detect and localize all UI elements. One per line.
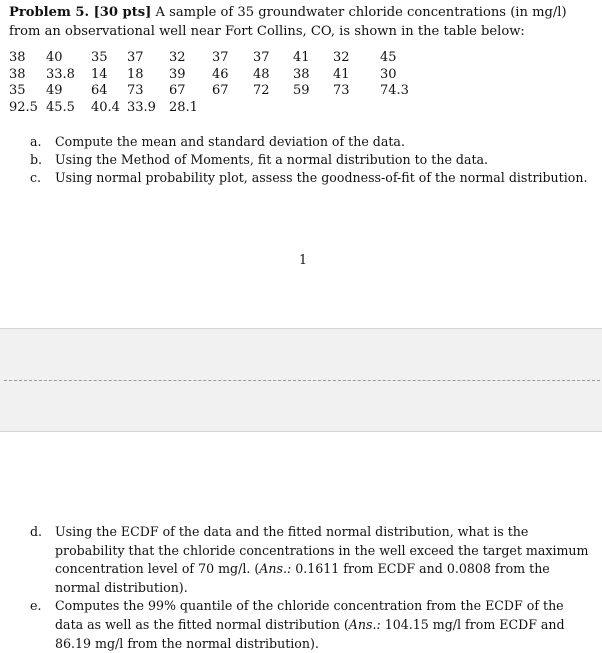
question-marker: d. — [30, 524, 43, 539]
table-cell: 48 — [253, 66, 270, 82]
table-cell: 39 — [169, 66, 186, 82]
table-cell: 32 — [169, 50, 186, 65]
answer-text: 0.1611 from ECDF and 0.0808 from the normal distribution). — [55, 561, 550, 595]
table-cell — [333, 100, 380, 117]
table-cell: 67 — [169, 83, 186, 99]
table-cell: 35 — [9, 83, 26, 99]
problem-heading: Problem 5. [30 pts] — [9, 5, 152, 20]
question-list-top — [30, 133, 595, 187]
table-cell: 45.5 — [46, 100, 75, 116]
table-cell: 38 — [9, 50, 26, 65]
question-marker: a. — [30, 134, 42, 149]
question-text: Using the Method of Moments, fit a normal distribution to the data. — [55, 152, 489, 167]
page-break-divider — [4, 380, 600, 381]
question-marker: b. — [30, 152, 43, 167]
table-row — [9, 67, 420, 84]
table-cell: 45 — [380, 50, 397, 65]
question-text: Using the ECDF of the data and the fitted normal distribution, what is the probability that the chloride concentrations in the well exceed the target maximum concentration level of 70 mg/l. ( — [55, 524, 589, 577]
table-cell: 33.8 — [46, 66, 75, 82]
question-text: Using normal probability plot, assess the goodness-of-fit of the normal distribution. — [55, 170, 588, 185]
question-text: Computes the 99% quantile of the chloride concentration from the ECDF of the data as well as the fitted normal distribution ( — [55, 598, 564, 632]
table-cell: 64 — [91, 83, 108, 99]
page-number: 1 — [299, 252, 308, 267]
table-row — [9, 83, 420, 100]
table-cell: 35 — [91, 50, 108, 65]
table-cell: 49 — [46, 83, 63, 99]
question-item — [30, 597, 595, 653]
table-cell: 37 — [212, 50, 229, 65]
table-cell: 67 — [212, 83, 229, 99]
table-cell: 37 — [253, 50, 270, 65]
table-cell: 37 — [127, 50, 144, 65]
table-cell: 73 — [127, 83, 144, 99]
question-list-bottom — [30, 523, 595, 653]
table-cell: 28.1 — [169, 100, 198, 116]
problem-intro — [9, 3, 594, 41]
table-cell: 72 — [253, 83, 270, 99]
page-edge-top — [0, 328, 602, 329]
table-row — [9, 50, 420, 67]
answer-label: Ans.: — [259, 561, 292, 577]
table-cell: 18 — [127, 66, 144, 82]
table-row — [9, 100, 420, 117]
question-item — [30, 169, 595, 187]
table-cell: 59 — [293, 83, 310, 99]
table-cell — [380, 100, 420, 117]
table-cell: 73 — [333, 83, 350, 99]
table-cell: 41 — [333, 66, 350, 82]
table-cell: 32 — [333, 50, 350, 65]
table-cell: 30 — [380, 66, 397, 82]
question-item — [30, 133, 595, 151]
page-2 — [0, 432, 602, 651]
data-table — [9, 50, 420, 117]
question-marker: c. — [30, 170, 42, 185]
table-cell: 74.3 — [380, 83, 409, 99]
table-cell — [212, 100, 253, 117]
table-cell: 92.5 — [9, 100, 38, 116]
table-cell: 33.9 — [127, 100, 156, 116]
table-cell: 14 — [91, 66, 108, 82]
question-item — [30, 523, 595, 597]
table-cell — [253, 100, 293, 117]
answer-text: 104.15 mg/l from ECDF and 86.19 mg/l from the normal distribution). — [55, 616, 565, 651]
table-cell — [293, 100, 333, 117]
table-cell: 38 — [293, 66, 310, 82]
answer-label: Ans.: — [348, 616, 381, 632]
table-cell: 46 — [212, 66, 229, 82]
question-marker: e. — [30, 598, 42, 614]
table-cell: 38 — [9, 66, 26, 82]
table-cell: 41 — [293, 50, 310, 65]
question-text: Compute the mean and standard deviation of the data. — [55, 134, 405, 149]
table-cell: 40.4 — [91, 100, 120, 116]
question-item — [30, 151, 595, 169]
table-cell: 40 — [46, 50, 63, 65]
problem-text: A sample of 35 groundwater chloride concentrations (in mg/l) from an observational well near Fort Collins, CO, is shown in the table below: — [9, 5, 567, 39]
